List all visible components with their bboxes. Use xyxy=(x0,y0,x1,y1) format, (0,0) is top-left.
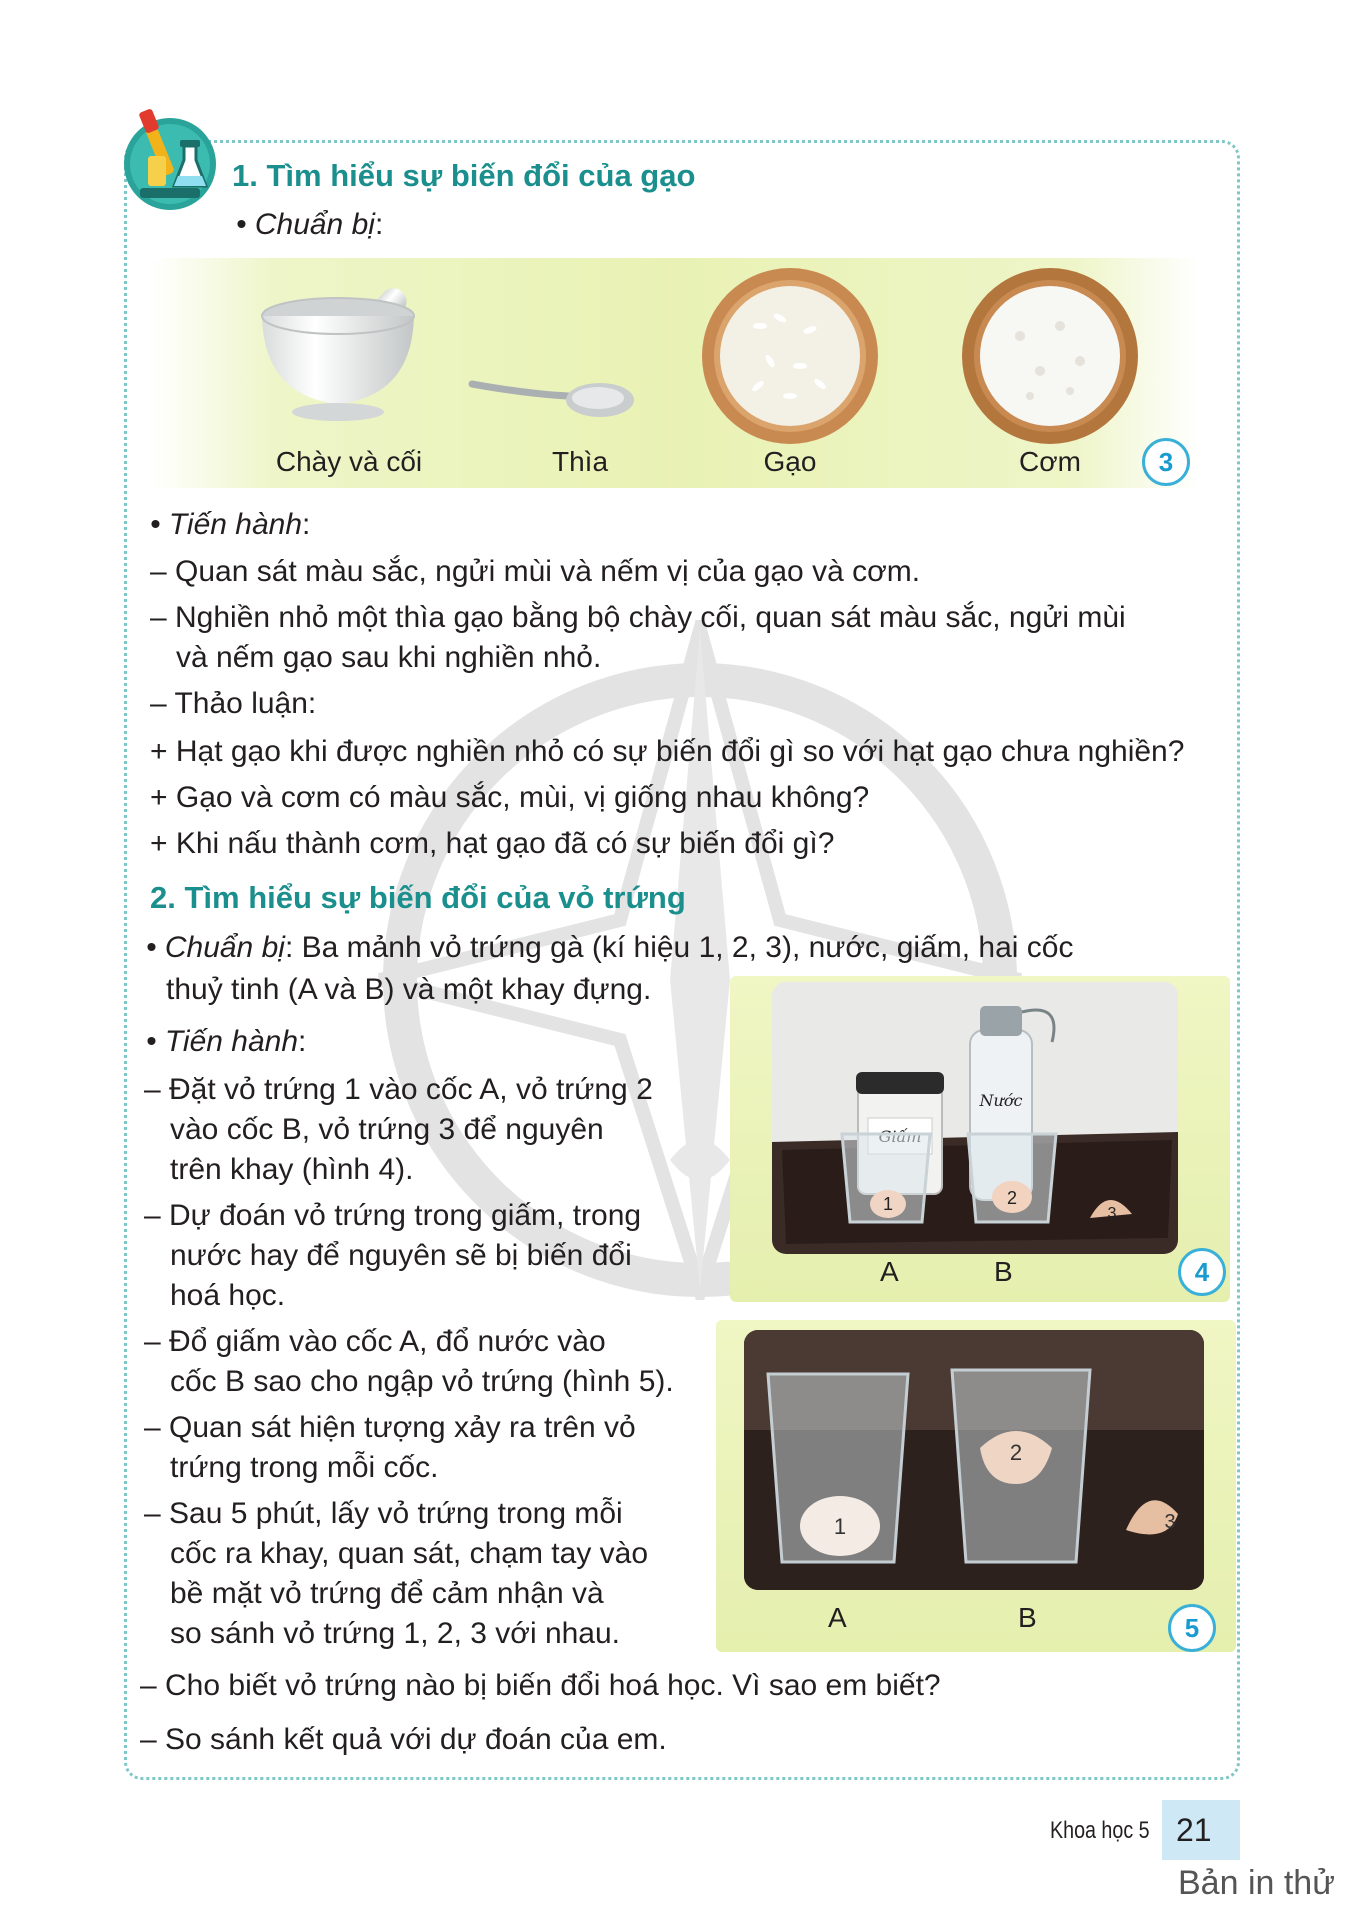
draft-print-label: Bản in thử xyxy=(1178,1864,1335,1902)
section1-step: và nếm gạo sau khi nghiền nhỏ. xyxy=(176,641,602,674)
shell-number: 2 xyxy=(1006,1188,1018,1208)
section2-step: – Đổ giấm vào cốc A, đổ nước vào xyxy=(144,1325,606,1358)
bottle-label: Nước xyxy=(979,1091,1023,1110)
shell-number: 1 xyxy=(882,1194,894,1214)
section1-prep-label: • Chuẩn bị: xyxy=(236,208,384,241)
figure5-photo xyxy=(744,1330,1204,1590)
section1-procedure-label: • Tiến hành: xyxy=(150,508,311,541)
section2-step: bề mặt vỏ trứng để cảm nhận và xyxy=(170,1577,604,1610)
section2-question: – So sánh kết quả với dự đoán của em. xyxy=(140,1723,667,1756)
discussion-question: + Gạo và cơm có màu sắc, mùi, vị giống nhau không? xyxy=(150,781,870,814)
section2-step: trên khay (hình 4). xyxy=(170,1153,414,1186)
figure4-photo xyxy=(772,982,1178,1254)
figure-number-4: 4 xyxy=(1178,1248,1226,1296)
item-label-spoon: Thìa xyxy=(551,446,609,477)
section2-procedure-label: • Tiến hành: xyxy=(146,1025,307,1058)
raw-rice-bowl-icon xyxy=(700,266,880,446)
discussion-question: + Khi nấu thành cơm, hạt gạo đã có sự biến đổi gì? xyxy=(150,827,835,860)
item-label-mortar: Chày và cối xyxy=(275,446,423,477)
section2-step: – Dự đoán vỏ trứng trong giấm, trong xyxy=(144,1199,642,1232)
spoon-icon xyxy=(468,372,636,420)
section2-step: – Sau 5 phút, lấy vỏ trứng trong mỗi xyxy=(144,1497,623,1530)
cup-label-a: A xyxy=(828,1602,847,1633)
section1-step: – Nghiền nhỏ một thìa gạo bằng bộ chày cối, quan sát màu sắc, ngửi mùi xyxy=(150,601,1126,634)
figure-number-5: 5 xyxy=(1168,1604,1216,1652)
cooked-rice-bowl-icon xyxy=(960,266,1140,446)
cup-label-a: A xyxy=(880,1256,899,1287)
section2-step: cốc ra khay, quan sát, chạm tay vào xyxy=(170,1537,649,1570)
section1-step: – Thảo luận: xyxy=(150,687,317,720)
microscope-flask-icon xyxy=(118,96,222,214)
section2-step: trứng trong mỗi cốc. xyxy=(170,1451,439,1484)
cup-label-b: B xyxy=(994,1256,1013,1287)
cup-label-b: B xyxy=(1018,1602,1037,1633)
book-title: Khoa học 5 xyxy=(1050,1817,1150,1844)
section2-step: cốc B sao cho ngập vỏ trứng (hình 5). xyxy=(170,1365,674,1398)
shell-number: 3 xyxy=(1107,1205,1117,1222)
section2-step: hoá học. xyxy=(170,1279,286,1312)
discussion-question: + Hạt gạo khi được nghiền nhỏ có sự biến đổi gì so với hạt gạo chưa nghiền? xyxy=(150,735,1185,768)
section1-step: – Quan sát màu sắc, ngửi mùi và nếm vị của gạo và cơm. xyxy=(150,555,921,588)
section2-step: nước hay để nguyên sẽ bị biến đổi xyxy=(170,1239,632,1272)
section2-prep: • Chuẩn bị: Ba mảnh vỏ trứng gà (kí hiệu 1, 2, 3), nước, giấm, hai cốc xyxy=(146,931,1074,964)
page-number: 21 xyxy=(1176,1812,1212,1848)
section2-step: – Quan sát hiện tượng xảy ra trên vỏ xyxy=(144,1411,636,1444)
section2-step: – Đặt vỏ trứng 1 vào cốc A, vỏ trứng 2 xyxy=(144,1073,653,1106)
mortar-pestle-icon xyxy=(258,276,454,424)
section2-heading: 2. Tìm hiểu sự biến đổi của vỏ trứng xyxy=(150,880,686,915)
item-label-rice: Gạo xyxy=(763,446,817,477)
shell-number: 2 xyxy=(1009,1440,1023,1465)
shell-number: 1 xyxy=(833,1514,847,1539)
section2-step: so sánh vỏ trứng 1, 2, 3 với nhau. xyxy=(170,1617,621,1650)
section2-step: vào cốc B, vỏ trứng 3 để nguyên xyxy=(170,1113,604,1146)
shell-number: 3 xyxy=(1164,1511,1176,1533)
figure-number-3: 3 xyxy=(1142,438,1190,486)
section1-heading: 1. Tìm hiểu sự biến đổi của gạo xyxy=(232,158,696,193)
section2-prep-continued: thuỷ tinh (A và B) và một khay đựng. xyxy=(166,973,652,1006)
item-label-cooked-rice: Cơm xyxy=(1019,446,1081,477)
section2-question: – Cho biết vỏ trứng nào bị biến đổi hoá học. Vì sao em biết? xyxy=(140,1669,941,1702)
